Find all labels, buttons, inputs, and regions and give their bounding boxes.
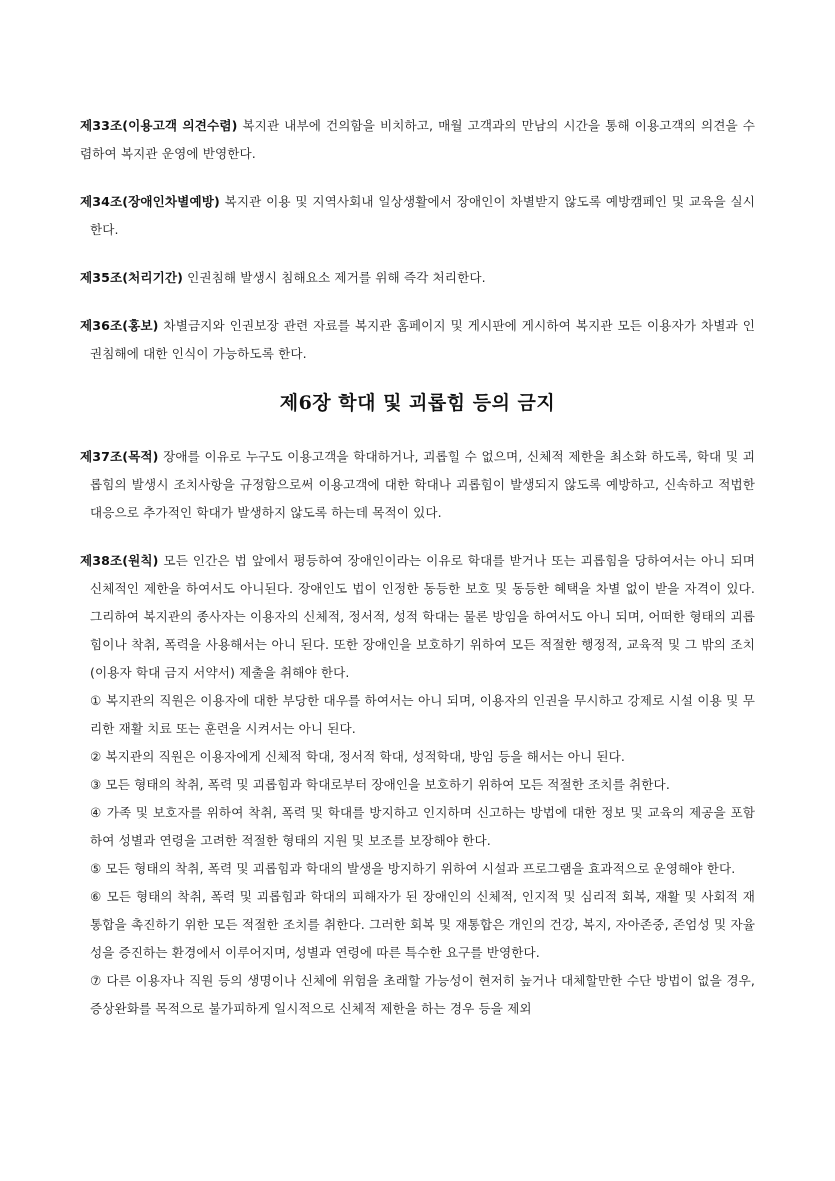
article-heading: 제37조(목적) — [80, 449, 159, 464]
article-heading: 제35조(처리기간) — [80, 270, 184, 285]
article-37 — [80, 443, 755, 527]
article-body: 차별금지와 인권보장 관련 자료를 복지관 홈페이지 및 게시판에 게시하여 복지관 모든 이용자가 차별과 인권침해에 대한 인식이 가능하도록 한다. — [90, 318, 755, 361]
article-heading: 제33조(이용고객 의견수렴) — [80, 118, 238, 133]
article-35 — [80, 264, 755, 292]
article-body: 복지관 내부에 건의함을 비치하고, 매월 고객과의 만남의 시간을 통해 이용고객의 의견을 수렴하여 복지관 운영에 반영한다. — [80, 118, 756, 161]
article-body: 모든 인간은 법 앞에서 평등하여 장애인이라는 이유로 학대를 받거나 또는 괴롭힘을 당하여서는 아니 되며 신체적인 제한을 하여서도 아니된다. 장애인도 법이 인정한 동등한 보호 및 동등한 혜택을 차별 없이 받을 자격이 있다. 그리하여 복지관의 종사자는 이용자의 신체적, 정서적, 성적 학대는 물론 방임을 하여서도 아니 되며, 어떠한 형태의 괴롭힘이나 착취, 폭력을 사용해서는 아니 된다. 또한 장애인을 보호하기 위하여 모든 적절한 행정적, 교육적 및 그 밖의 조치(이용자 학대 금지 서약서) 제출을 취해야 한다. — [90, 553, 755, 680]
article-34 — [80, 188, 755, 244]
article-36 — [80, 312, 755, 368]
list-item: ③ 모든 형태의 착취, 폭력 및 괴롭힘과 학대로부터 장애인을 보호하기 위하여 모든 적절한 조치를 취한다. — [90, 777, 670, 792]
article-heading: 제38조(원칙) — [80, 553, 159, 568]
list-item: ① 복지관의 직원은 이용자에 대한 부당한 대우를 하여서는 아니 되며, 이용자의 인권을 무시하고 강제로 시설 이용 및 무리한 재활 치료 또는 훈련을 시켜서는 아니 된다. — [90, 693, 755, 736]
article-33 — [80, 112, 755, 168]
article-body: 인권침해 발생시 침해요소 제거를 위해 즉각 처리한다. — [183, 270, 486, 285]
article-heading: 제36조(홍보) — [80, 318, 159, 333]
list-item: ② 복지관의 직원은 이용자에게 신체적 학대, 정서적 학대, 성적학대, 방임 등을 해서는 아니 된다. — [90, 749, 625, 764]
article-38 — [80, 547, 755, 687]
list-item: ④ 가족 및 보호자를 위하여 착취, 폭력 및 학대를 방지하고 인지하며 신고하는 방법에 대한 정보 및 교육의 제공을 포함하여 성별과 연령을 고려한 적절한 형태의 지원 및 보조를 보장해야 한다. — [90, 805, 755, 848]
article-body: 복지관 이용 및 지역사회내 일상생활에서 장애인이 차별받지 않도록 예방캠페인 및 교육을 실시한다. — [90, 194, 755, 237]
document-page — [80, 112, 755, 1023]
list-item: ⑤ 모든 형태의 착취, 폭력 및 괴롭힘과 학대의 발생을 방지하기 위하여 시설과 프로그램을 효과적으로 운영해야 한다. — [90, 861, 736, 876]
chapter-title: 제6장 학대 및 괴롭힘 등의 금지 — [279, 392, 556, 414]
list-item: ⑥ 모든 형태의 착취, 폭력 및 괴롭힘과 학대의 피해자가 된 장애인의 신체적, 인지적 및 심리적 회복, 재활 및 사회적 재통합을 촉진하기 위한 모든 적절한 조치를 취한다. 그러한 회복 및 재통합은 개인의 건강, 복지, 자아존중, 존엄성 및 자율성을 증진하는 환경에서 이루어지며, 성별과 연령에 따른 특수한 요구를 반영한다. — [90, 889, 755, 960]
article-38-items — [80, 687, 755, 1023]
article-heading: 제34조(장애인차별예방) — [80, 194, 220, 209]
article-body: 장애를 이유로 누구도 이용고객을 학대하거나, 괴롭힐 수 없으며, 신체적 제한을 최소화 하도록, 학대 및 괴롭힘의 발생시 조치사항을 규정함으로써 이용고객에 대한 학대나 괴롭힘이 발생되지 않도록 예방하고, 신속하고 적법한 대응으로 추가적인 학대가 발생하지 않도록 하는데 목적이 있다. — [90, 449, 755, 520]
list-item: ⑦ 다른 이용자나 직원 등의 생명이나 신체에 위험을 초래할 가능성이 현저히 높거나 대체할만한 수단 방법이 없을 경우, 증상완화를 목적으로 불가피하게 일시적으로 신체적 제한을 하는 경우 등을 제외 — [90, 973, 755, 1016]
